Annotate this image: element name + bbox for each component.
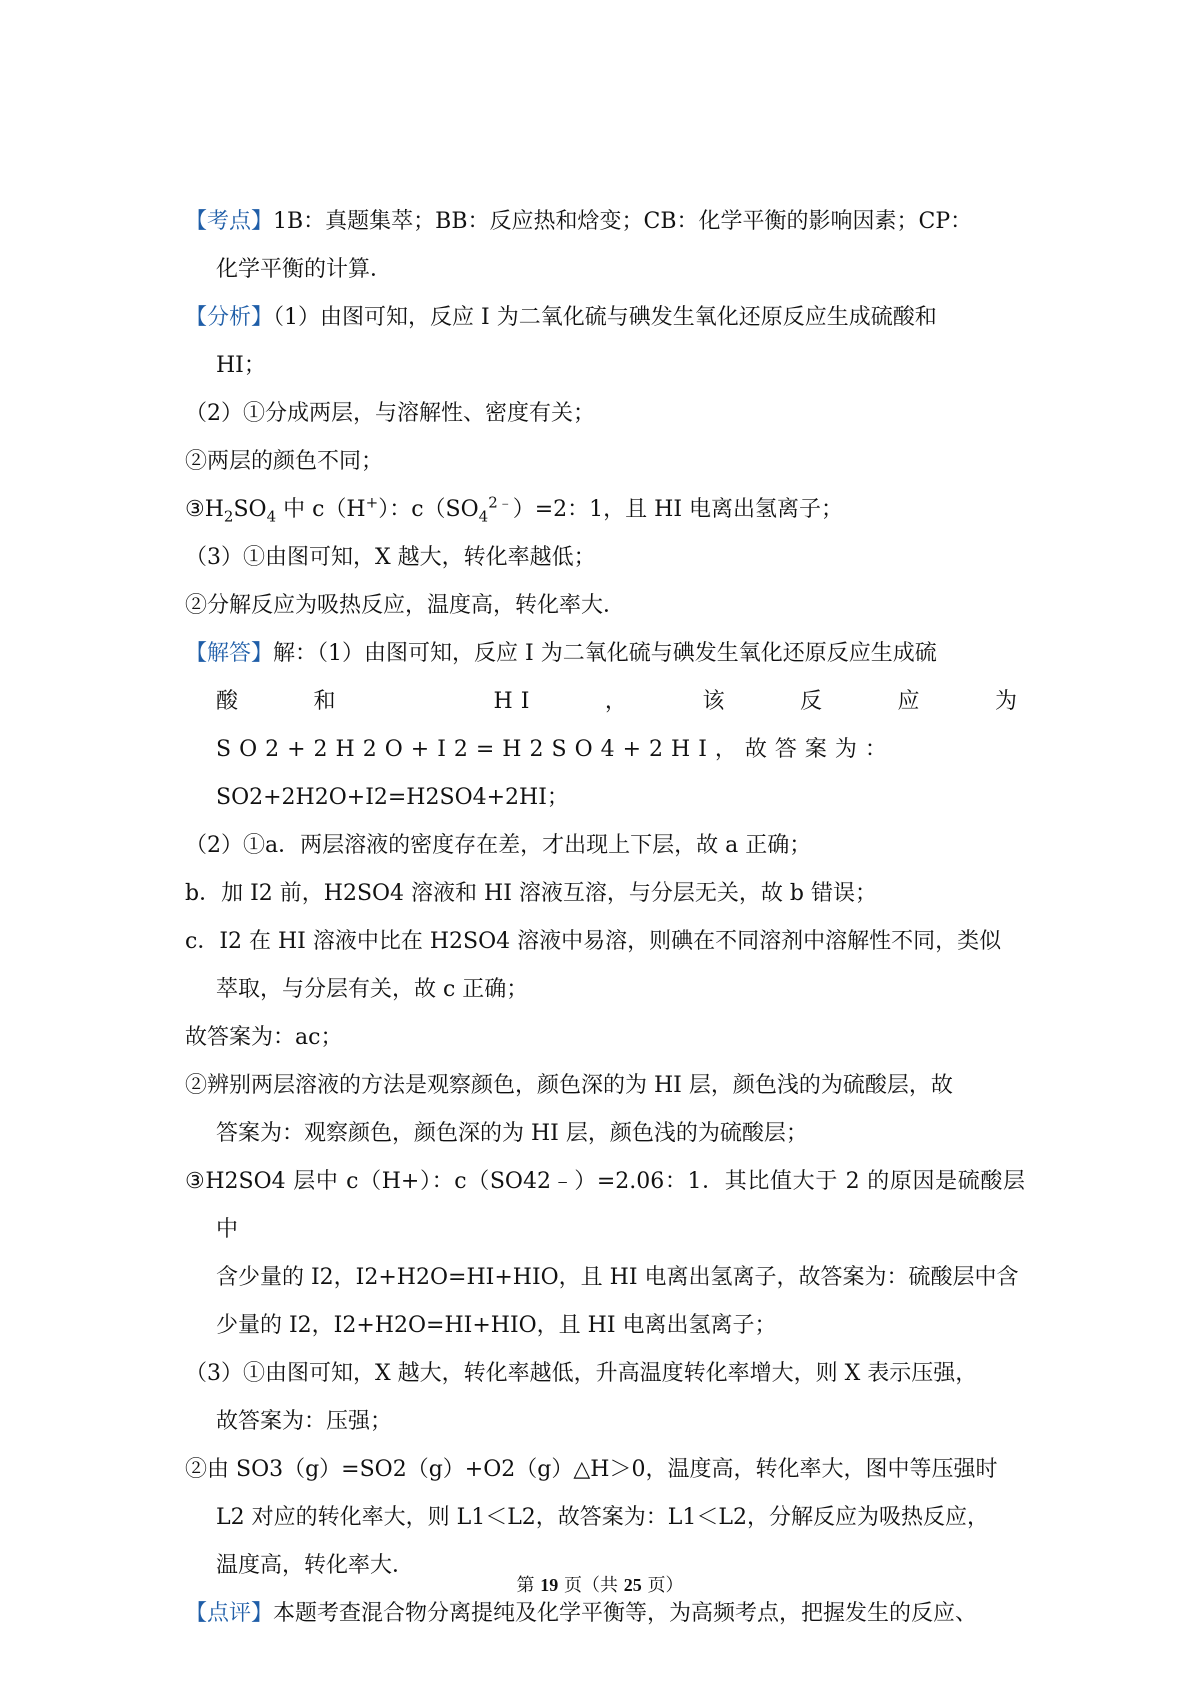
fenxi-line-3: （2）①分成两层，与溶解性、密度有关； [185, 401, 595, 426]
superscript: 2﹣ [488, 493, 513, 512]
jieda-line-9: ②辨别两层溶液的方法是观察颜色，颜色深的为 HI 层，颜色浅的为硫酸层，故 [185, 1073, 953, 1098]
kaodian-line-2: 化学平衡的计算． [216, 257, 393, 282]
jieda-line-16-18 [185, 1446, 1025, 1590]
formula-part: ）=2：1，且 HI 电离出氢离子； [512, 497, 844, 522]
formula-part: 中 c（H [276, 497, 366, 522]
jieda-line-7: 萃取，与分层有关，故 c 正确； [216, 977, 529, 1002]
dianping-line-1: 本题考查混合物分离提纯及化学平衡等，为高频考点，把握发生的反应、 [273, 1601, 978, 1626]
jieda-line-4: （2）①a．两层溶液的密度存在差，才出现上下层，故 a 正确； [185, 833, 812, 858]
fenxi-line-7: ②分解反应为吸热反应，温度高，转化率大． [185, 593, 626, 618]
footer-prefix: 第 [516, 1575, 541, 1596]
footer-total-pages: 25 [623, 1575, 642, 1595]
fenxi-line-5 [185, 486, 1025, 534]
jieda-line-16: ②由 SO3（g）=SO2（g）+O2（g）△H＞0，温度高，转化率大，图中等压强时 [185, 1457, 998, 1482]
jieda-line-15: 故答案为：压强； [216, 1409, 393, 1434]
jieda-line-14-15 [185, 1350, 1025, 1446]
jieda-line-14: （3）①由图可知，X 越大，转化率越低，升高温度转化率增大，则 X 表示压强， [185, 1361, 978, 1386]
fenxi-tag: 【分析】 [185, 305, 274, 330]
page-footer [0, 1573, 1200, 1598]
jieda-tag: 【解答】 [185, 641, 274, 666]
formula-part: ）：c（SO [378, 497, 479, 522]
fenxi-paragraph [185, 294, 1025, 390]
jieda-line-8: 故答案为：ac； [185, 1025, 343, 1050]
footer-suffix: 页） [641, 1575, 684, 1596]
jieda-line-6: c．I2 在 HI 溶液中比在 H2SO4 溶液中易溶，则碘在不同溶剂中溶解性不同，类似 [185, 929, 1002, 954]
subscript: 4 [266, 507, 277, 526]
formula-part: SO [233, 497, 267, 522]
jieda-line-6-7 [185, 918, 1025, 1014]
subscript: 4 [478, 507, 489, 526]
jieda-line-11-13 [185, 1158, 1025, 1350]
jieda-line-3: SO2+2H2O+I2=H2SO4+2HI； [216, 785, 569, 810]
superscript: + [365, 493, 379, 512]
jieda-line-9-10 [185, 1062, 1025, 1158]
kaodian-paragraph [185, 198, 1025, 294]
jieda-line-5: b．加 I2 前，H2SO4 溶液和 HI 溶液互溶，与分层无关，故 b 错误； [185, 881, 877, 906]
document-body [185, 198, 1025, 1638]
kaodian-tag: 【考点】 [185, 209, 274, 234]
jieda-line-12: 含少量的 I2，I2+H2O=HI+HIO，且 HI 电离出氢离子，故答案为：硫酸层中含 [216, 1265, 1019, 1290]
fenxi-line-1: （1）由图可知，反应 I 为二氧化硫与碘发生氧化还原反应生成硫酸和 [273, 305, 937, 330]
jieda-line-2: 酸和 HI，该反应为 SO2+2H2O+I2=H2SO4+2HI，故答案为： [216, 689, 1025, 762]
formula-part: ③H [185, 497, 224, 522]
footer-middle: 页（共 [558, 1575, 624, 1596]
jieda-line-1: 解：（1）由图可知，反应 I 为二氧化硫与碘发生氧化还原反应生成硫 [273, 641, 937, 666]
dianping-tag: 【点评】 [185, 1601, 274, 1626]
jieda-line-18: 温度高，转化率大． [216, 1553, 415, 1578]
jieda-line-11: ③H2SO4 层中 c（H+）：c（SO42﹣）=2.06：1．其比值大于 2 的原因是硫酸层中 [185, 1169, 1025, 1242]
fenxi-line-2: HI； [216, 353, 266, 378]
subscript: 2 [223, 507, 234, 526]
jieda-line-10: 答案为：观察颜色，颜色深的为 HI 层，颜色浅的为硫酸层； [216, 1121, 808, 1146]
jieda-line-13: 少量的 I2，I2+H2O=HI+HIO，且 HI 电离出氢离子； [216, 1313, 777, 1338]
jieda-line-17: L2 对应的转化率大，则 L1＜L2，故答案为：L1＜L2，分解反应为吸热反应， [216, 1505, 990, 1530]
kaodian-line-1: 1B：真题集萃；BB：反应热和焓变；CB：化学平衡的影响因素；CP： [273, 209, 973, 234]
fenxi-line-6: （3）①由图可知，X 越大，转化率越低； [185, 545, 596, 570]
jieda-paragraph [185, 630, 1025, 822]
footer-page-number: 19 [540, 1575, 559, 1595]
fenxi-line-4: ②两层的颜色不同； [185, 449, 384, 474]
